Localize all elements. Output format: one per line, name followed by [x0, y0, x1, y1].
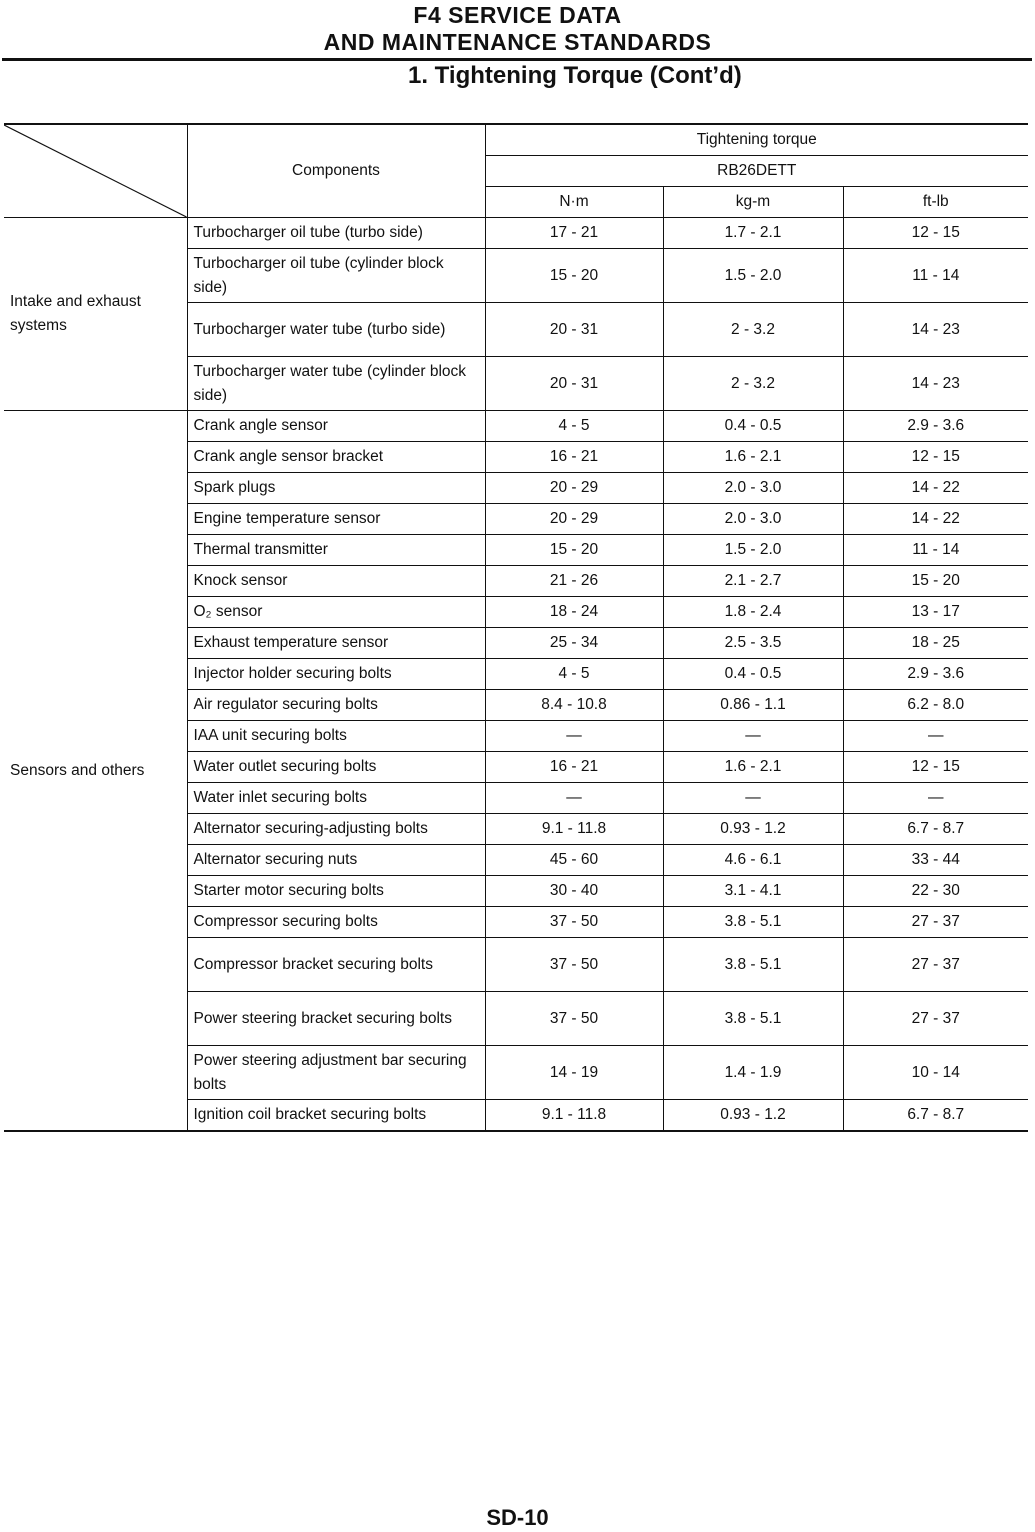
- page-number: SD-10: [486, 1505, 549, 1530]
- component-cell: Engine temperature sensor: [187, 504, 485, 535]
- torque-kgm-cell: 1.8 - 2.4: [663, 597, 843, 628]
- torque-nm-cell: 20 - 29: [485, 504, 663, 535]
- torque-ftlb-cell: —: [843, 721, 1028, 752]
- header-rule: [2, 58, 1032, 61]
- torque-kgm-cell: 2 - 3.2: [663, 357, 843, 411]
- components-header: Components: [187, 124, 485, 218]
- torque-kgm-cell: 2.5 - 3.5: [663, 628, 843, 659]
- torque-ftlb-cell: 12 - 15: [843, 218, 1028, 249]
- component-cell: Power steering bracket securing bolts: [187, 992, 485, 1046]
- torque-kgm-cell: 3.8 - 5.1: [663, 938, 843, 992]
- torque-nm-cell: 8.4 - 10.8: [485, 690, 663, 721]
- torque-kgm-cell: 0.4 - 0.5: [663, 411, 843, 442]
- component-cell: Turbocharger oil tube (turbo side): [187, 218, 485, 249]
- corner-diagonal-cell: [4, 124, 187, 218]
- component-cell: Water inlet securing bolts: [187, 783, 485, 814]
- component-cell: Starter motor securing bolts: [187, 876, 485, 907]
- diagonal-line: [4, 125, 187, 217]
- unit-header-kgm: kg-m: [663, 187, 843, 218]
- torque-ftlb-cell: 27 - 37: [843, 938, 1028, 992]
- torque-nm-cell: 25 - 34: [485, 628, 663, 659]
- component-cell: Thermal transmitter: [187, 535, 485, 566]
- component-cell: Turbocharger water tube (cylinder block side): [187, 357, 485, 411]
- torque-kgm-cell: 0.86 - 1.1: [663, 690, 843, 721]
- torque-nm-cell: 9.1 - 11.8: [485, 814, 663, 845]
- torque-kgm-cell: 3.8 - 5.1: [663, 907, 843, 938]
- torque-kgm-cell: 4.6 - 6.1: [663, 845, 843, 876]
- torque-kgm-cell: —: [663, 783, 843, 814]
- torque-nm-cell: 16 - 21: [485, 752, 663, 783]
- torque-kgm-cell: 1.5 - 2.0: [663, 535, 843, 566]
- torque-nm-cell: 17 - 21: [485, 218, 663, 249]
- torque-ftlb-cell: 10 - 14: [843, 1046, 1028, 1100]
- torque-ftlb-cell: 12 - 15: [843, 442, 1028, 473]
- component-cell: Turbocharger water tube (turbo side): [187, 303, 485, 357]
- torque-kgm-cell: 1.6 - 2.1: [663, 752, 843, 783]
- group-label: Intake and exhaust systems: [4, 218, 187, 411]
- torque-nm-cell: 14 - 19: [485, 1046, 663, 1100]
- torque-ftlb-cell: 14 - 22: [843, 473, 1028, 504]
- component-cell: Crank angle sensor bracket: [187, 442, 485, 473]
- torque-ftlb-cell: 14 - 22: [843, 504, 1028, 535]
- torque-kgm-cell: 1.6 - 2.1: [663, 442, 843, 473]
- torque-nm-cell: 15 - 20: [485, 249, 663, 303]
- component-cell: IAA unit securing bolts: [187, 721, 485, 752]
- torque-kgm-cell: 3.1 - 4.1: [663, 876, 843, 907]
- component-cell: Exhaust temperature sensor: [187, 628, 485, 659]
- component-cell: Knock sensor: [187, 566, 485, 597]
- torque-kgm-cell: 0.4 - 0.5: [663, 659, 843, 690]
- torque-ftlb-cell: 15 - 20: [843, 566, 1028, 597]
- unit-header-nm: N·m: [485, 187, 663, 218]
- section-title-line2: AND MAINTENANCE STANDARDS: [323, 29, 712, 55]
- torque-kgm-cell: 3.8 - 5.1: [663, 992, 843, 1046]
- torque-nm-cell: —: [485, 721, 663, 752]
- torque-ftlb-cell: 2.9 - 3.6: [843, 659, 1028, 690]
- torque-ftlb-cell: 14 - 23: [843, 303, 1028, 357]
- torque-ftlb-cell: —: [843, 783, 1028, 814]
- unit-header-ftlb: ft-lb: [843, 187, 1028, 218]
- torque-nm-cell: 20 - 31: [485, 357, 663, 411]
- torque-kgm-cell: 1.7 - 2.1: [663, 218, 843, 249]
- component-cell: Alternator securing-adjusting bolts: [187, 814, 485, 845]
- torque-ftlb-cell: 6.7 - 8.7: [843, 1100, 1028, 1132]
- torque-kgm-cell: 0.93 - 1.2: [663, 814, 843, 845]
- torque-ftlb-cell: 27 - 37: [843, 992, 1028, 1046]
- torque-ftlb-cell: 11 - 14: [843, 249, 1028, 303]
- torque-nm-cell: 20 - 29: [485, 473, 663, 504]
- torque-ftlb-cell: 6.7 - 8.7: [843, 814, 1028, 845]
- table-row: [4, 411, 1028, 442]
- torque-nm-cell: 18 - 24: [485, 597, 663, 628]
- torque-nm-cell: 9.1 - 11.8: [485, 1100, 663, 1132]
- torque-kgm-cell: 2.0 - 3.0: [663, 504, 843, 535]
- group-label: Sensors and others: [4, 411, 187, 1132]
- component-cell: Crank angle sensor: [187, 411, 485, 442]
- torque-ftlb-cell: 6.2 - 8.0: [843, 690, 1028, 721]
- torque-nm-cell: 37 - 50: [485, 907, 663, 938]
- tightening-torque-header: Tightening torque: [485, 124, 1028, 156]
- component-cell: Spark plugs: [187, 473, 485, 504]
- torque-nm-cell: 37 - 50: [485, 938, 663, 992]
- component-cell: Air regulator securing bolts: [187, 690, 485, 721]
- torque-nm-cell: 15 - 20: [485, 535, 663, 566]
- torque-ftlb-cell: 18 - 25: [843, 628, 1028, 659]
- torque-kgm-cell: —: [663, 721, 843, 752]
- torque-nm-cell: 16 - 21: [485, 442, 663, 473]
- component-cell: Ignition coil bracket securing bolts: [187, 1100, 485, 1132]
- torque-ftlb-cell: 11 - 14: [843, 535, 1028, 566]
- torque-kgm-cell: 1.4 - 1.9: [663, 1046, 843, 1100]
- torque-kgm-cell: 1.5 - 2.0: [663, 249, 843, 303]
- component-cell: Water outlet securing bolts: [187, 752, 485, 783]
- component-cell: O₂ sensor: [187, 597, 485, 628]
- component-cell: Power steering adjustment bar securing bolts: [187, 1046, 485, 1100]
- component-cell: Turbocharger oil tube (cylinder block side): [187, 249, 485, 303]
- torque-nm-cell: 37 - 50: [485, 992, 663, 1046]
- table-row: [4, 218, 1028, 249]
- component-cell: Injector holder securing bolts: [187, 659, 485, 690]
- torque-nm-cell: —: [485, 783, 663, 814]
- torque-kgm-cell: 2 - 3.2: [663, 303, 843, 357]
- torque-nm-cell: 4 - 5: [485, 659, 663, 690]
- torque-ftlb-cell: 33 - 44: [843, 845, 1028, 876]
- torque-kgm-cell: 2.0 - 3.0: [663, 473, 843, 504]
- component-cell: Compressor securing bolts: [187, 907, 485, 938]
- torque-nm-cell: 4 - 5: [485, 411, 663, 442]
- torque-nm-cell: 20 - 31: [485, 303, 663, 357]
- component-cell: Alternator securing nuts: [187, 845, 485, 876]
- component-cell: Compressor bracket securing bolts: [187, 938, 485, 992]
- torque-kgm-cell: 0.93 - 1.2: [663, 1100, 843, 1132]
- torque-ftlb-cell: 14 - 23: [843, 357, 1028, 411]
- torque-ftlb-cell: 12 - 15: [843, 752, 1028, 783]
- torque-ftlb-cell: 27 - 37: [843, 907, 1028, 938]
- section-title: F4 SERVICE DATA: [413, 2, 622, 28]
- torque-table: [4, 123, 1028, 1132]
- torque-kgm-cell: 2.1 - 2.7: [663, 566, 843, 597]
- torque-ftlb-cell: 13 - 17: [843, 597, 1028, 628]
- torque-nm-cell: 21 - 26: [485, 566, 663, 597]
- page-subtitle: 1. Tightening Torque (Cont’d): [408, 62, 742, 89]
- torque-ftlb-cell: 22 - 30: [843, 876, 1028, 907]
- torque-table-body: [4, 218, 1028, 1132]
- engine-header: RB26DETT: [485, 156, 1028, 187]
- torque-ftlb-cell: 2.9 - 3.6: [843, 411, 1028, 442]
- torque-nm-cell: 30 - 40: [485, 876, 663, 907]
- torque-nm-cell: 45 - 60: [485, 845, 663, 876]
